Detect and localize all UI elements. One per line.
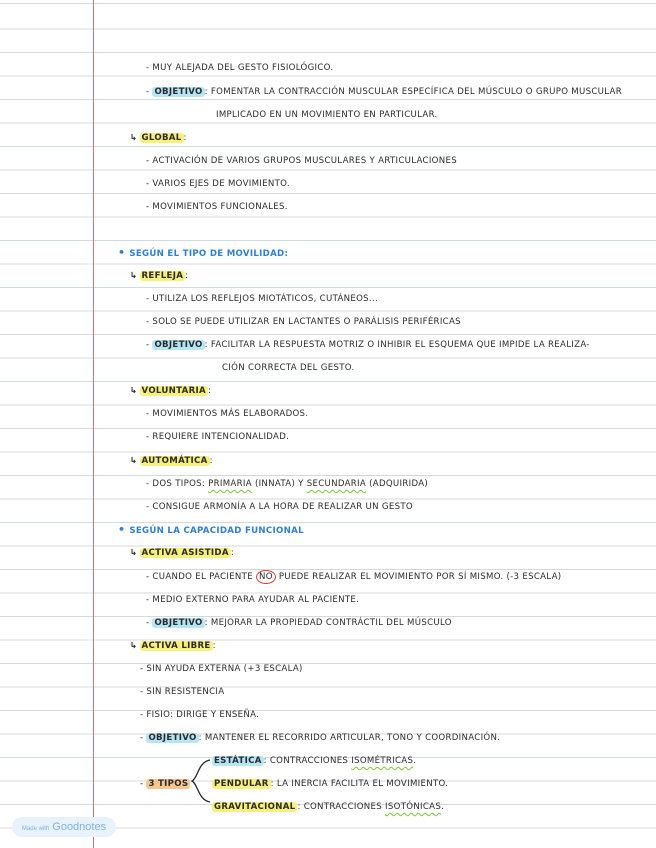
note-line: - OBJETIVO : FACILITAR LA RESPUESTA MOTRIZ O INHIBIR EL ESQUEMA QUE IMPIDE LA REALIZA- (146, 340, 590, 350)
subheading: ↳ GLOBAL : (130, 133, 187, 143)
note-line: - OBJETIVO : MEJORAR LA PROPIEDAD CONTRÁCTIL DEL MÚSCULO (146, 618, 452, 628)
return-arrow-icon: ↳ (130, 386, 138, 396)
note-line: - ACTIVACIÓN DE VARIOS GRUPOS MUSCULARES Y ARTICULACIONES (146, 156, 457, 166)
note-line: CIÓN CORRECTA DEL GESTO. (222, 363, 355, 373)
note-line: GRAVITACIONAL : CONTRACCIONES ISOTÓNICAS. (214, 802, 445, 812)
subheading: ↳ VOLUNTARIA : (130, 386, 212, 396)
note-line: - OBJETIVO : FOMENTAR LA CONTRACCIÓN MUSCULAR ESPECÍFICA DEL MÚSCULO O GRUPO MUSCULAR (146, 87, 622, 97)
circled-word: NO (256, 570, 276, 584)
note-line: - SOLO SE PUEDE UTILIZAR EN LACTANTES O PARÁLISIS PERIFÉRICAS (146, 317, 461, 327)
section-heading: • SEGÚN LA CAPACIDAD FUNCIONAL (118, 523, 304, 536)
objective-tag: OBJETIVO (154, 618, 203, 628)
objective-tag: OBJETIVO (154, 340, 203, 350)
brace-icon (190, 758, 214, 804)
note-line: ESTÁTICA : CONTRACCIONES ISOMÉTRICAS. (214, 756, 417, 766)
objective-tag: OBJETIVO (154, 87, 203, 97)
note-line: - 3 TIPOS (140, 779, 189, 789)
subheading: ↳ ACTIVA LIBRE : (130, 641, 216, 651)
note-line: - VARIOS EJES DE MOVIMIENTO. (146, 179, 290, 189)
return-arrow-icon: ↳ (130, 456, 138, 466)
note-line: - MOVIMIENTOS MÁS ELABORADOS. (146, 409, 309, 419)
note-line: IMPLICADO EN UN MOVIMIENTO EN PARTICULAR. (216, 110, 438, 120)
note-line: - CONSIGUE ARMONÍA A LA HORA DE REALIZAR UN GESTO (146, 502, 413, 512)
margin-line (93, 0, 94, 848)
subheading: ↳ AUTOMÁTICA : (130, 456, 213, 466)
note-line: - SIN RESISTENCIA (140, 687, 225, 697)
note-line: - REQUIERE INTENCIONALIDAD. (146, 432, 290, 442)
note-line: PENDULAR : LA INERCIA FACILITA EL MOVIMIENTO. (214, 779, 449, 789)
note-line: - OBJETIVO : MANTENER EL RECORRIDO ARTICULAR, TONO Y COORDINACIÓN. (140, 733, 501, 743)
note-line: - UTILIZA LOS REFLEJOS MIOTÁTICOS, CUTÁNEOS... (146, 294, 379, 304)
types-tag: 3 TIPOS (148, 779, 189, 789)
bullet-icon: • (118, 523, 126, 536)
note-line: - DOS TIPOS: PRIMARIA (INNATA) Y SECUNDARIA (ADQUIRIDA) (146, 479, 429, 489)
bullet-icon: • (118, 246, 126, 259)
subheading: ↳ ACTIVA ASISTIDA : (130, 548, 235, 558)
goodnotes-watermark: Made with Goodnotes (12, 817, 116, 837)
return-arrow-icon: ↳ (130, 548, 138, 558)
subheading: ↳ REFLEJA : (130, 271, 189, 281)
note-line: - CUANDO EL PACIENTE NO PUEDE REALIZAR EL MOVIMIENTO POR SÍ MISMO. (-3 ESCALA) (146, 572, 562, 582)
note-line: - SIN AYUDA EXTERNA (+3 ESCALA) (140, 664, 303, 674)
objective-tag: OBJETIVO (148, 733, 197, 743)
note-line: - MEDIO EXTERNO PARA AYUDAR AL PACIENTE. (146, 595, 360, 605)
return-arrow-icon: ↳ (130, 133, 138, 143)
note-line: - MOVIMIENTOS FUNCIONALES. (146, 202, 288, 212)
return-arrow-icon: ↳ (130, 641, 138, 651)
return-arrow-icon: ↳ (130, 271, 138, 281)
note-line: - FISIO: DIRIGE Y ENSEÑA. (140, 710, 260, 720)
note-line: - MUY ALEJADA DEL GESTO FISIOLÓGICO. (146, 63, 334, 73)
section-heading: • SEGÚN EL TIPO DE MOVILIDAD: (118, 246, 289, 259)
